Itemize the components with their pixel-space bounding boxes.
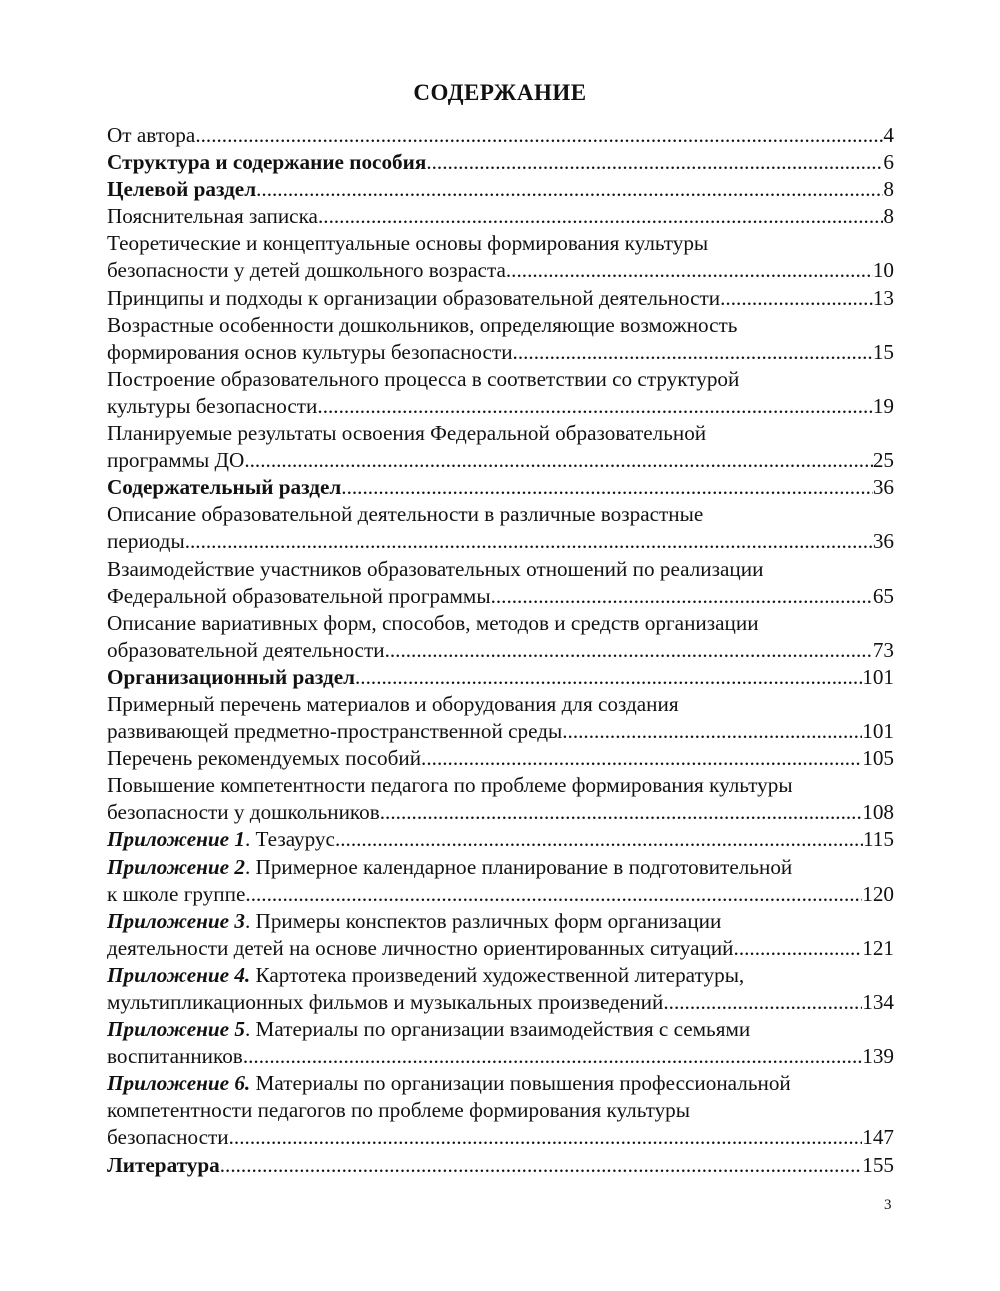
toc-entry-page: 8: [883, 204, 894, 229]
toc-appendix-prefix: Приложение 5: [107, 1017, 245, 1042]
toc-entry-label: . Тезаурус: [244, 827, 335, 852]
toc-entry-page: 101: [862, 719, 894, 744]
toc-entry-label: программы ДО: [107, 448, 245, 473]
toc-appendix-4[interactable]: [107, 962, 894, 1016]
toc-entry-page: 120: [862, 881, 894, 906]
toc-leader-dots: [229, 1124, 863, 1151]
toc-entry-line: Взаимодействие участников образовательных отношений по реализации: [107, 556, 764, 581]
toc-entry-line: Теоретические и концептуальные основы формирования культуры: [107, 231, 709, 256]
toc-leader-dots: [256, 176, 883, 203]
toc-leader-dots: [734, 935, 863, 962]
toc-entry-label: Пояснительная записка: [107, 204, 318, 229]
toc-leader-dots: [245, 881, 862, 908]
toc-entry-label: Федеральной образовательной программы: [107, 583, 491, 608]
toc-entry-line: Описание вариативных форм, способов, методов и средств организации: [107, 610, 759, 635]
toc-entry-line: Примерный перечень материалов и оборудования для создания: [107, 691, 679, 716]
toc-entry-explanatory-note[interactable]: [107, 203, 894, 230]
toc-entry-label: безопасности: [107, 1125, 229, 1150]
toc-entry-age-features[interactable]: [107, 312, 894, 366]
toc-appendix-prefix: Приложение 6.: [107, 1071, 251, 1096]
toc-entry-line: Описание образовательной деятельности в различные возрастные: [107, 502, 704, 527]
toc-appendix-prefix: Приложение 1: [107, 827, 245, 852]
toc-appendix-1[interactable]: [107, 826, 894, 853]
toc-appendix-prefix: Приложение 2: [107, 854, 245, 879]
toc-entry-participants-interaction[interactable]: [107, 556, 894, 610]
toc-entry-recommended-books[interactable]: [107, 745, 894, 772]
toc-leader-dots: [355, 664, 862, 691]
toc-leader-dots: [421, 745, 862, 772]
toc-entry-label: периоды: [107, 529, 185, 554]
toc-leader-dots: [318, 203, 883, 230]
toc-entry-line: Возрастные особенности дошкольников, определяющие возможность: [107, 312, 738, 337]
toc-entry-page: 105: [862, 746, 894, 771]
toc-entry-label: безопасности у дошкольников: [107, 800, 380, 825]
toc-entry-line: Материалы по организации повышения профессиональной: [250, 1071, 791, 1096]
toc-entry-page: 115: [863, 827, 894, 852]
toc-entry-page: 155: [862, 1152, 894, 1177]
toc-entry-page: 15: [872, 339, 894, 364]
toc-appendix-prefix: Приложение 3: [107, 908, 245, 933]
toc-entry-label: воспитанников: [107, 1044, 243, 1069]
toc-leader-dots: [195, 122, 883, 149]
toc-entry-line: . Материалы по организации взаимодействия с семьями: [244, 1017, 751, 1042]
toc-entry-line: Построение образовательного процесса в соответствии со структурой: [107, 366, 740, 391]
toc-entry-line: . Примерное календарное планирование в подготовительной: [244, 854, 793, 879]
toc-entry-label: безопасности у детей дошкольного возраста: [107, 258, 506, 283]
toc-entry-line: Планируемые результаты освоения Федеральной образовательной: [107, 421, 707, 446]
toc-leader-dots: [185, 528, 873, 555]
page-number: 3: [884, 1197, 892, 1213]
toc-entry-page: 10: [872, 258, 894, 283]
toc-section-content[interactable]: [107, 474, 894, 501]
toc-leader-dots: [562, 718, 862, 745]
toc-leader-dots: [220, 1152, 862, 1179]
toc-entry-label: От автора: [107, 123, 196, 147]
toc-entry-label: Организационный раздел: [107, 664, 355, 689]
toc-appendix-6[interactable]: [107, 1070, 894, 1151]
toc-entry-materials-list[interactable]: [107, 691, 894, 745]
toc-appendix-2[interactable]: [107, 854, 894, 908]
toc-leader-dots: [317, 393, 872, 420]
toc-entry-line: Повышение компетентности педагога по проблеме формирования культуры: [107, 773, 793, 798]
toc-entry-process-structure[interactable]: [107, 366, 894, 420]
toc-entry-teacher-competence[interactable]: [107, 772, 894, 826]
toc-entry-label: Литература: [107, 1152, 220, 1177]
toc-section-target[interactable]: [107, 176, 894, 203]
toc-leader-dots: [663, 989, 862, 1016]
toc-appendix-prefix: Приложение 4.: [107, 962, 251, 987]
toc-entry-page: 121: [862, 935, 894, 960]
toc-entry-theoretical-foundations[interactable]: [107, 230, 894, 284]
toc-entry-page: 36: [872, 475, 894, 500]
toc-entry-label: формирования основ культуры безопасности: [107, 339, 513, 364]
toc-entry-variative-forms[interactable]: [107, 610, 894, 664]
toc-entry-page: 13: [872, 285, 894, 310]
toc-entry-page: 65: [872, 583, 894, 608]
toc-leader-dots: [244, 447, 872, 474]
toc-leader-dots: [341, 474, 873, 501]
page-title: СОДЕРЖАНИЕ: [413, 80, 587, 105]
toc-entry-page: 101: [862, 664, 894, 689]
toc-entry-label: мультипликационных фильмов и музыкальных произведений: [107, 990, 664, 1014]
toc-entry-label: Структура и содержание пособия: [107, 150, 427, 175]
toc-entry-label: деятельности детей на основе личностно ориентированных ситуаций: [107, 935, 734, 960]
toc-leader-dots: [335, 826, 863, 853]
toc-entry-page: 6: [883, 150, 894, 175]
toc-entry-page: 25: [872, 448, 894, 473]
toc-entry-page: 147: [862, 1125, 894, 1150]
toc-leader-dots: [426, 149, 883, 176]
toc-entry-page: 139: [862, 1044, 894, 1069]
toc-section-organizational[interactable]: [107, 664, 894, 691]
toc-entry-literature[interactable]: [107, 1152, 894, 1179]
toc-entry-page: 108: [862, 800, 894, 825]
toc-entry-principles[interactable]: [107, 285, 894, 312]
toc-entry-label: развивающей предметно-пространственной среды: [107, 719, 563, 744]
toc-leader-dots: [720, 285, 873, 312]
toc-entry-page: 8: [883, 177, 894, 202]
toc-entry-line: . Примеры конспектов различных форм организации: [244, 908, 722, 933]
toc-entry-label: Содержательный раздел: [107, 475, 342, 500]
toc-entry-label: культуры безопасности: [107, 393, 318, 418]
toc-entry-page: 4: [883, 123, 894, 147]
toc-leader-dots: [380, 799, 862, 826]
toc-leader-dots: [385, 637, 873, 664]
toc-entry-page: 134: [862, 990, 894, 1014]
toc-entry-label: Принципы и подходы к организации образовательной деятельности: [107, 285, 721, 310]
toc-entry-line: Картотека произведений художественной литературы,: [250, 962, 745, 987]
toc-appendix-5[interactable]: [107, 1016, 894, 1070]
toc-entry-label: Перечень рекомендуемых пособий: [107, 746, 422, 771]
toc-entry-label: образовательной деятельности: [107, 637, 385, 662]
table-of-contents: [107, 122, 894, 1179]
toc-entry-structure[interactable]: [107, 149, 894, 176]
toc-leader-dots: [513, 339, 873, 366]
toc-entry-page: 36: [872, 529, 894, 554]
toc-entry-planned-results[interactable]: [107, 420, 894, 474]
toc-entry-label: Целевой раздел: [107, 177, 257, 202]
toc-entry-from-author[interactable]: [107, 122, 894, 149]
toc-entry-activity-description[interactable]: [107, 501, 894, 555]
toc-entry-page: 73: [872, 637, 894, 662]
toc-entry-page: 19: [872, 393, 894, 418]
toc-leader-dots: [506, 257, 873, 284]
toc-appendix-3[interactable]: [107, 908, 894, 962]
toc-leader-dots: [243, 1043, 862, 1070]
toc-leader-dots: [491, 583, 873, 610]
toc-entry-label: к школе группе: [107, 881, 246, 906]
toc-entry-line: компетентности педагогов по проблеме формирования культуры: [107, 1098, 690, 1123]
